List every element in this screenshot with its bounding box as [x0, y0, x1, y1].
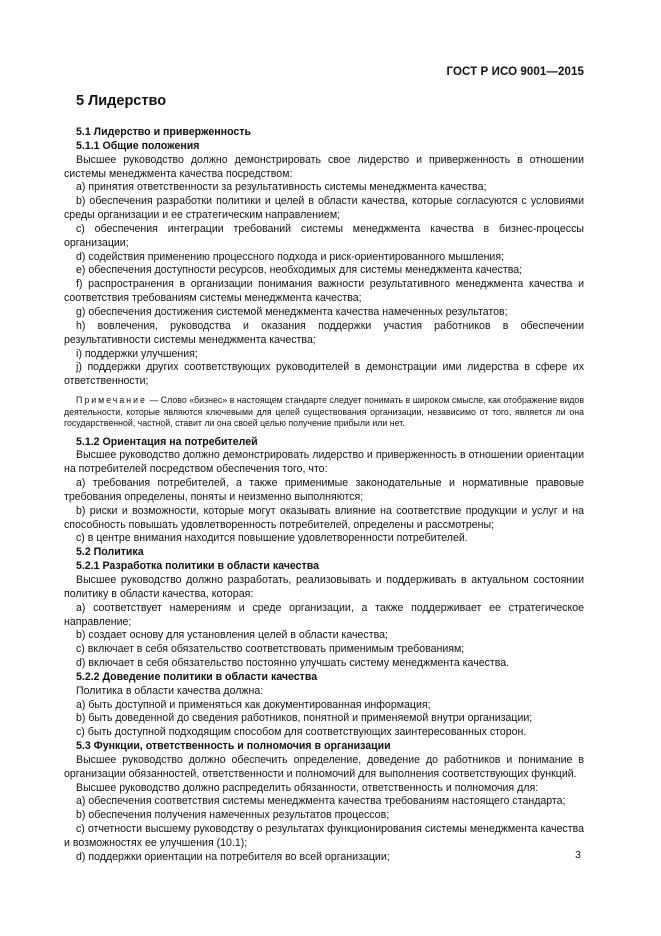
- list-item: j) поддержки других соответствующих руководителей в демонстрации ими лидерства в сфере их ответственности;: [64, 361, 584, 388]
- list-item: b) риски и возможности, которые могут оказывать влияние на соответствие продукции и услуг и на способность повышать удовлетворенность потребителей, определены и рассмотрены;: [64, 504, 584, 531]
- paragraph-5-3-1: Высшее руководство должно обеспечить определение, доведение до работников и понимание в организации обязанностей, ответственности и полномочий для выполнения соответствующих функций.: [64, 753, 584, 780]
- list-item: i) поддержки улучшения;: [76, 347, 198, 360]
- heading-5-2-2: 5.2.2 Доведение политики в области качества: [76, 670, 318, 683]
- list-item: c) обеспечения интеграции требований системы менеджмента качества в бизнес-процессы организации;: [64, 222, 584, 249]
- heading-5-3: 5.3 Функции, ответственность и полномочия в организации: [76, 740, 391, 753]
- list-item: g) обеспечения достижения системой менеджмента качества намеченных результатов;: [76, 305, 508, 318]
- list-item: e) обеспечения доступности ресурсов, необходимых для системы менеджмента качества;: [76, 264, 523, 277]
- list-item: d) включает в себя обязательство постоянно улучшать систему менеджмента качества.: [76, 657, 510, 670]
- heading-5-1: 5.1 Лидерство и приверженность: [76, 126, 251, 138]
- list-item: a) принятия ответственности за результативность системы менеджмента качества;: [76, 181, 487, 194]
- note-label: Примечание: [76, 395, 147, 406]
- paragraph-5-3-2: Высшее руководство должно распределить обязанности, ответственность и полномочия для:: [76, 781, 539, 794]
- list-item: f) распространения в организации понимания важности результативного менеджмента качества и соответствия требованиям системы менеджмента качества;: [64, 278, 584, 305]
- page-number: 3: [575, 849, 581, 861]
- list-item: d) содействия применению процессного подхода и риск-ориентированного мышления;: [76, 250, 505, 263]
- list-item: a) требования потребителей, а также применимые законодательные и нормативные правовые требования определены, поняты и неизменно выполняются;: [64, 477, 584, 503]
- list-item: c) быть доступной подходящим способом для соответствующих заинтересованных сторон.: [76, 726, 527, 739]
- heading-5-1-1: 5.1.1 Общие положения: [76, 139, 200, 152]
- paragraph-5-2-1-intro: Высшее руководство должно разработать, реализовывать и поддерживать в актуальном состоянии политику в области качества, которая:: [64, 573, 584, 600]
- standard-designation: ГОСТ Р ИСО 9001—2015: [446, 66, 584, 78]
- heading-5-1-2: 5.1.2 Ориентация на потребителей: [76, 435, 258, 448]
- list-item: b) обеспечения разработки политики и целей в области качества, которые согласуются с условиями среды организации и ее стратегическим направлением;: [64, 195, 584, 222]
- list-item: c) включает в себя обязательство соответствовать применимым требованиям;: [76, 643, 465, 656]
- heading-5-2: 5.2 Политика: [76, 546, 144, 559]
- list-item: c) в центре внимания находится повышение удовлетворенности потребителей.: [76, 532, 468, 545]
- note-text: — Слово «бизнес» в настоящем стандарте следует понимать в широком смысле, как отображение видов деятельности, которые являются ключевыми для целей существования организации, независимо от того, является ли она государственной, частной, ставит ли она своей целью получение прибыли или нет.: [64, 395, 584, 429]
- list-item: b) быть доведенной до сведения работников, понятной и применяемой внутри организации;: [76, 712, 533, 725]
- list-item: d) поддержки ориентации на потребителя во всей организации;: [76, 850, 390, 863]
- document-body: [64, 126, 584, 865]
- list-item: h) вовлечения, руководства и оказания поддержки участия работников в обеспечении результативности системы менеджмента качества;: [64, 319, 584, 346]
- note: [64, 395, 584, 430]
- paragraph-5-1-2-intro: Высшее руководство должно демонстрировать лидерство и приверженность в отношении ориентации на потребителей посредством обеспечения того, что:: [64, 449, 584, 476]
- list-item: a) соответствует намерениям и среде организации, а также поддерживает ее стратегическое направление;: [64, 601, 584, 628]
- list-item: b) создает основу для установления целей в области качества;: [76, 629, 388, 642]
- list-item: a) обеспечения соответствия системы менеджмента качества требованиям настоящего стандарта;: [76, 795, 566, 808]
- list-item: b) обеспечения получения намеченных результатов процессов;: [76, 809, 390, 822]
- paragraph-5-2-2-intro: Политика в области качества должна:: [76, 684, 264, 697]
- paragraph-5-1-1-intro: Высшее руководство должно демонстрировать свое лидерство и приверженность в отношении системы менеджмента качества посредством:: [64, 153, 584, 180]
- heading-5-2-1: 5.2.1 Разработка политики в области качества: [76, 560, 320, 573]
- section-title: 5 Лидерство: [76, 93, 167, 109]
- list-item: a) быть доступной и применяться как документированная информация;: [76, 698, 431, 711]
- list-item: c) отчетности высшему руководству о результатах функционирования системы менеджмента качества и возможностях ее улучшения (10.1);: [64, 823, 584, 849]
